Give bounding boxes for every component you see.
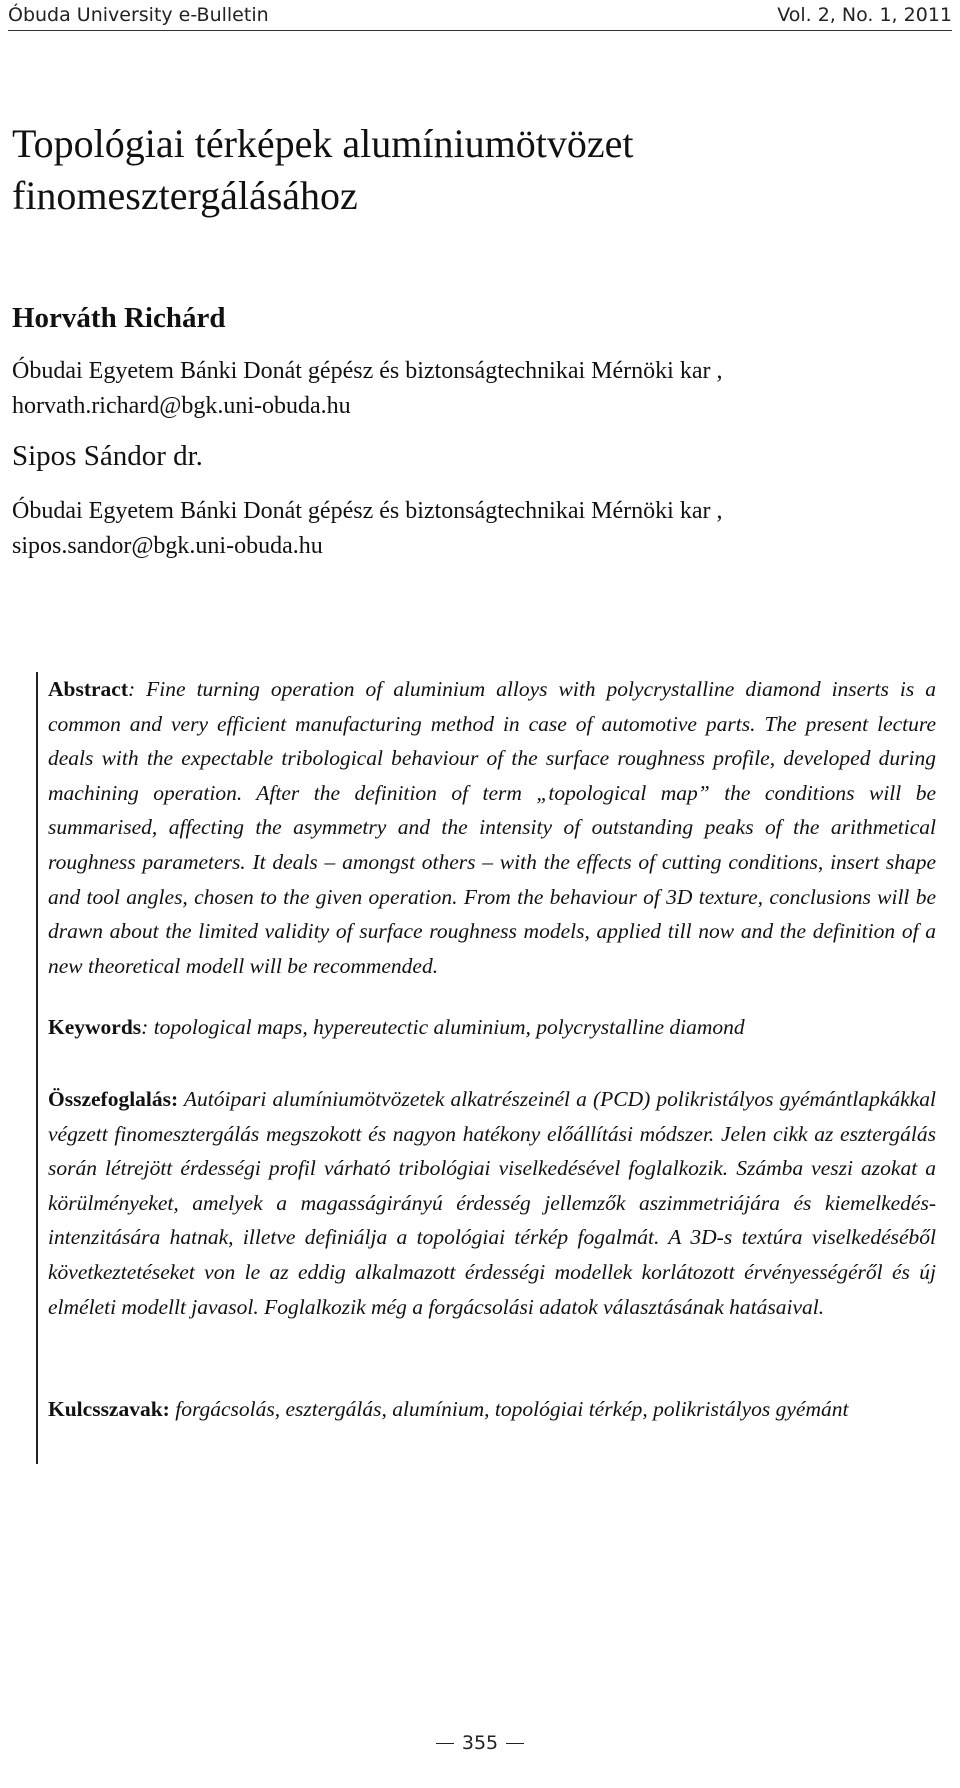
osszefoglalas-label: Összefoglalás:: [48, 1087, 179, 1111]
kulcsszavak-text: forgácsolás, esztergálás, alumínium, topológiai térkép, polikristályos gyémánt: [169, 1397, 849, 1421]
page-footer: [0, 1732, 960, 1754]
title-line-2: finomesztergálásához: [12, 173, 358, 218]
footer-dash-right: [506, 1743, 524, 1745]
footer-dash-left: [436, 1743, 454, 1745]
keywords-label: Keywords: [48, 1015, 142, 1039]
osszefoglalas-paragraph: [48, 1082, 936, 1324]
kulcsszavak-label: Kulcsszavak:: [48, 1397, 170, 1421]
author-name-2: Sipos Sándor dr.: [12, 440, 203, 472]
abstract-block: [36, 672, 938, 1464]
kulcsszavak-paragraph: [48, 1392, 936, 1427]
keywords-paragraph: [48, 1010, 936, 1045]
journal-name: Óbuda University e-Bulletin: [8, 4, 269, 26]
volume-info: Vol. 2, No. 1, 2011: [777, 4, 952, 26]
title-line-1: Topológiai térképek alumíniumötvözet: [12, 121, 634, 166]
author-affiliation-2: Óbudai Egyetem Bánki Donát gépész és biztonságtechnikai Mérnöki kar ,: [12, 498, 723, 524]
abstract-label: Abstract: [48, 677, 129, 701]
page-number: 355: [461, 1732, 499, 1754]
keywords-text: : topological maps, hypereutectic aluminium, polycrystalline diamond: [141, 1015, 745, 1039]
author-affiliation-1: Óbudai Egyetem Bánki Donát gépész és biztonságtechnikai Mérnöki kar ,: [12, 358, 723, 384]
author-name-1: Horváth Richárd: [12, 302, 226, 334]
running-header: [8, 0, 952, 31]
author-email-2: sipos.sandor@bgk.uni-obuda.hu: [12, 533, 323, 559]
abstract-paragraph: [48, 672, 936, 983]
osszefoglalas-text: Autóipari alumíniumötvözetek alkatrészeinél a (PCD) polikristályos gyémántlapkákkal végzett finomesztergálás megszokott és nagyon hatékony előállítási módszer. Jelen cikk az esztergálás során létrejött érdességi profil várható tribológiai viselkedésével foglalkozik. Számba veszi azokat a körülményeket, amelyek a magasságirányú érdesség jellemzők aszimmetriájára és kiemelkedés-intenzitására hatnak, illetve definiálja a topológiai térkép fogalmát. A 3D-s textúra viselkedéséből következtetéseket von le az eddig alkalmazott érdességi modellek korlátozott érvényességéről és új elméleti modellt javasol. Foglalkozik még a forgácsolási adatok választásának hatásaival.: [48, 1087, 936, 1319]
paper-title: [12, 118, 912, 222]
author-email-1: horvath.richard@bgk.uni-obuda.hu: [12, 393, 351, 419]
abstract-text: : Fine turning operation of aluminium alloys with polycrystalline diamond inserts is a common and very efficient manufacturing method in case of automotive parts. The present lecture deals with the expectable tribological behaviour of the surface roughness profile, developed during machining operation. After the definition of term „topological map” the conditions will be summarised, affecting the asymmetry and the intensity of outstanding peaks of the arithmetical roughness parameters. It deals – amongst others – with the effects of cutting conditions, insert shape and tool angles, chosen to the given operation. From the behaviour of 3D texture, conclusions will be drawn about the limited validity of surface roughness models, applied till now and the definition of a new theoretical modell will be recommended.: [48, 677, 936, 978]
